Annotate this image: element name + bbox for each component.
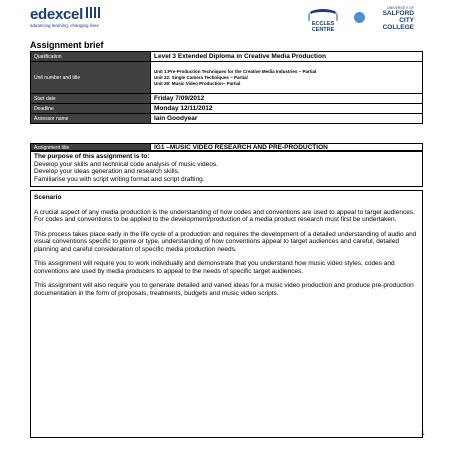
scenario-box xyxy=(30,190,423,438)
purpose-box xyxy=(30,150,423,187)
edexcel-tagline: advancing learning, changing lives xyxy=(30,23,99,28)
eccles-centre-logo xyxy=(305,9,341,33)
table-row xyxy=(31,114,423,124)
assignment-info-table xyxy=(30,51,423,124)
eccles-line2: CENTRE xyxy=(311,27,335,33)
table-row xyxy=(31,52,423,62)
eccles-arc-icon xyxy=(308,9,338,21)
scenario-paragraph: This assignment will also require you to generate detailed and varied ideas for a music video production and produce pre-production documentation in the form of proposals, treatments, budgets and music video scripts. xyxy=(34,282,414,297)
purpose-line: Develop your skills and technical code analysis of music videos. xyxy=(34,160,218,168)
edexcel-logo xyxy=(30,7,100,28)
table-row xyxy=(31,94,423,104)
qualification-value: Level 3 Extended Diploma in Creative Media Production xyxy=(151,52,423,62)
start-date-value: Friday 7/09/2012 xyxy=(151,94,423,104)
salford-line1: SALFORD xyxy=(382,10,414,17)
table-row xyxy=(31,104,423,114)
page-title: Assignment brief xyxy=(30,40,104,50)
unit-line: Unit 29: Music Video Production– Partial xyxy=(154,80,241,86)
salford-line3: COLLEGE xyxy=(382,24,414,31)
purpose-line: Familiarise you with script writing format and script drafting. xyxy=(34,175,205,183)
eccles-line1: ECCLES xyxy=(311,21,335,27)
assignment-title-value: IG1 –MUSIC VIDEO RESEARCH AND PRE-PRODUCTION xyxy=(151,144,423,152)
salford-badge-icon xyxy=(354,12,365,23)
unit-label: Unit number and title xyxy=(31,62,151,94)
salford-city-college-logo xyxy=(364,6,414,31)
qualification-label: Qualification xyxy=(31,52,151,62)
deadline-label: Deadline xyxy=(31,104,151,114)
purpose-heading: The purpose of this assignment is to: xyxy=(34,153,150,160)
deadline-value: Monday 12/11/2012 xyxy=(151,104,423,114)
assessor-value: Iain Goodyear xyxy=(151,114,423,124)
unit-value xyxy=(151,62,423,94)
scenario-paragraph: This assignment will require you to work individually and demonstrate that you understand how music video styles, codes and conventions are used by media producers to appeal to the needs of specific target audiences. xyxy=(34,260,395,275)
table-row xyxy=(31,62,423,94)
scenario-heading: Scenario xyxy=(34,194,62,201)
start-date-label: Start date xyxy=(31,94,151,104)
salford-top-text: UNIVERSITY OF xyxy=(387,6,414,10)
salford-line2: CITY xyxy=(399,17,414,24)
edexcel-wordmark: edexcel xyxy=(30,6,83,23)
unit-line: Unit 1:Pre-Production Techniques for the Creative Media Industries – Partial xyxy=(154,68,317,74)
purpose-line: Develop your ideas generation and research skills. xyxy=(34,168,180,175)
page-number: 1 xyxy=(421,430,425,437)
scenario-paragraph: A crucial aspect of any media production is the understanding of how codes and conventions are used to appeal to target audiences. For codes and conventions to be applied to the development/production of a media product research must first be undertaken. xyxy=(34,208,415,223)
scenario-paragraph: This process takes place early in the life cycle of a production and requires the development of a detailed understanding of audio and visual conventions specific to genre or type, understanding of how conventions appeal to target audiences and careful, detailed planning and careful consideration of specific media production needs. xyxy=(34,230,417,253)
assignment-title-label: Assignment title xyxy=(31,144,151,152)
unit-line: Unit 22: Single Camera Techniques – Partial xyxy=(154,74,248,80)
assessor-label: Assessor name xyxy=(31,114,151,124)
edexcel-stripes-icon xyxy=(86,7,100,18)
